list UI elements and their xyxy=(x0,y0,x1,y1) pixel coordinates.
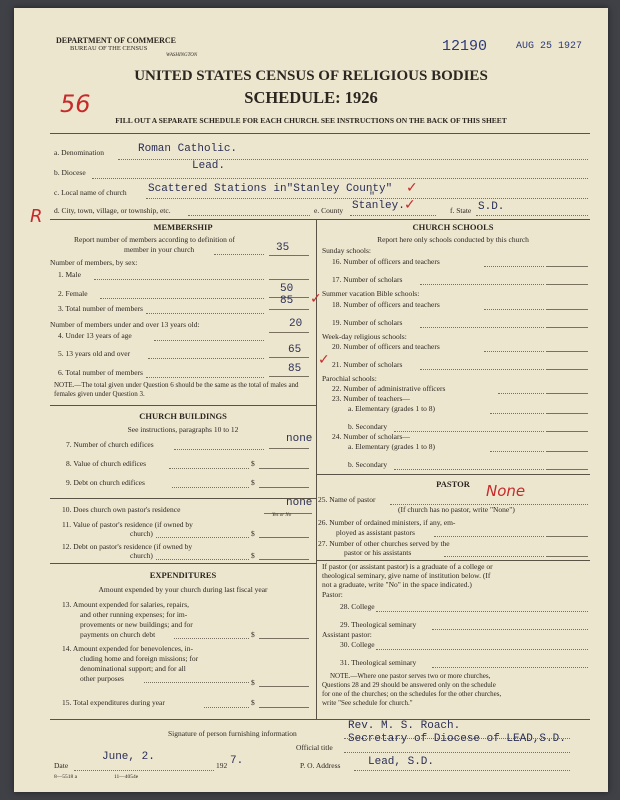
expenditures-subheading: Amount expended by your church during last fiscal year xyxy=(98,585,268,594)
section-top-rule xyxy=(50,219,590,220)
q24b-label: b. Secondary xyxy=(348,460,388,469)
q23a-label: a. Elementary (grades 1 to 8) xyxy=(348,404,436,413)
bureau-name: BUREAU OF THE CENSUS xyxy=(70,45,148,52)
q9-dollar-sign: $ xyxy=(251,478,255,487)
weekday-schools-label: Week-day religious schools: xyxy=(322,332,407,341)
q13-label: 13. Amount expended for salaries, repairs, xyxy=(62,600,190,609)
q27-label-2: pastor or his assistants xyxy=(344,548,412,557)
red-checkmark: ✓ xyxy=(404,197,416,213)
q20-label: 20. Number of officers and teachers xyxy=(332,342,440,351)
section-bottom-rule xyxy=(50,719,590,720)
handwritten-r-mark: R xyxy=(30,206,43,227)
graduate-instruction-2: theological seminary, give name of institution below. (If xyxy=(322,571,491,580)
q4-under-13-label: 4. Under 13 years of age xyxy=(58,331,132,340)
q22-label: 22. Number of administrative officers xyxy=(332,384,446,393)
year-prefix: 192 xyxy=(216,761,228,770)
church-name-label: c. Local name of church xyxy=(54,188,127,197)
q3-total-value: 85 xyxy=(280,295,294,307)
q1-male-label: 1. Male xyxy=(58,270,81,279)
city-label: d. City, town, village, or township, etc. xyxy=(54,206,171,215)
q12-label-2: church) xyxy=(130,551,153,560)
pastor-heading: PASTOR xyxy=(436,479,470,489)
buildings-heading: CHURCH BUILDINGS xyxy=(139,411,227,421)
q7-value: none xyxy=(286,433,313,445)
state-label: f. State xyxy=(450,206,472,215)
q12-dollar-sign: $ xyxy=(251,551,255,560)
date-value: June, 2. xyxy=(102,751,155,763)
q13-dollar-sign: $ xyxy=(251,630,255,639)
department-name: DEPARTMENT OF COMMERCE xyxy=(56,36,177,45)
q16-label: 16. Number of officers and teachers xyxy=(332,257,440,266)
diocese-label: b. Diocese xyxy=(54,168,86,177)
po-address-value: Lead, S.D. xyxy=(368,756,435,768)
q24a-label: a. Elementary (grades 1 to 8) xyxy=(348,442,436,451)
red-checkmark: ✓ xyxy=(318,352,330,368)
q23b-label: b. Secondary xyxy=(348,422,388,431)
q14-label-2: cluding home and foreign missions; for xyxy=(80,654,199,663)
q25-label: 25. Name of pastor xyxy=(318,495,376,504)
form-number: 8—5518 a xyxy=(54,774,78,780)
schools-subheading: Report here only schools conducted by this church xyxy=(377,235,529,244)
q6-total-value: 85 xyxy=(288,363,302,375)
membership-note: NOTE.—The total given under Question 6 should be the same as the total of males and females given under Question 3. xyxy=(54,381,299,398)
q25-hint: (If church has no pastor, write "None") xyxy=(398,505,515,514)
form-instruction: FILL OUT A SEPARATE SCHEDULE FOR EACH CHURCH. SEE INSTRUCTIONS ON THE BACK OF THIS SHEET xyxy=(115,116,507,125)
q11-label-2: church) xyxy=(130,529,153,538)
schedule-title: SCHEDULE: 1926 xyxy=(244,88,378,107)
handwritten-schedule-number: 56 xyxy=(60,90,91,118)
q6-total-label: 6. Total number of members xyxy=(58,368,143,377)
q7-label: 7. Number of church edifices xyxy=(66,440,154,449)
q13-label-4: payments on church debt xyxy=(80,630,156,639)
q10-label: 10. Does church own pastor's residence xyxy=(62,505,181,514)
members-by-age-label: Number of members under and over 13 years old: xyxy=(50,320,200,329)
census-schedule-sheet xyxy=(14,8,608,792)
q2-female-value: 50 xyxy=(280,283,294,295)
q15-label: 15. Total expenditures during year xyxy=(62,698,165,707)
city-ditto-mark: " xyxy=(369,192,376,203)
graduate-instruction-3: not a graduate, write "No" in the space indicated.) xyxy=(322,580,472,589)
q26-label-2: ployed as assistant pastors xyxy=(336,528,415,537)
q30-label: 30. College xyxy=(340,640,375,649)
q8-label: 8. Value of church edifices xyxy=(66,459,147,468)
sunday-schools-label: Sunday schools: xyxy=(322,246,371,255)
membership-heading: MEMBERSHIP xyxy=(153,222,213,232)
q12-label: 12. Debt on pastor's residence (if owned by xyxy=(62,542,193,551)
parochial-schools-label: Parochial schools: xyxy=(322,374,377,383)
form-number-2: 11—4054e xyxy=(114,774,139,780)
diocese-value: Lead. xyxy=(192,160,226,172)
membership-intro: Report number of members according to definition of xyxy=(74,235,235,244)
q8-dollar-sign: $ xyxy=(251,459,255,468)
pastor-education-label: Pastor: xyxy=(322,590,343,599)
q11-label: 11. Value of pastor's residence (if owned by xyxy=(62,520,193,529)
q14-dollar-sign: $ xyxy=(251,678,255,687)
q25-handwritten-value: None xyxy=(486,482,526,500)
q13-label-3: provements or new buildings; and for xyxy=(80,620,193,629)
q9-label: 9. Debt on church edifices xyxy=(66,478,145,487)
buildings-subheading: See instructions, paragraphs 10 to 12 xyxy=(127,425,239,434)
q28-label: 28. College xyxy=(340,602,375,611)
schools-heading: CHURCH SCHOOLS xyxy=(412,222,494,232)
receipt-stamp-number: 12190 xyxy=(442,38,488,55)
members-by-age-value: 20 xyxy=(289,318,303,330)
q13-label-2: and other running expenses; for im- xyxy=(80,610,188,619)
expenditures-heading: EXPENDITURES xyxy=(149,570,217,580)
q18-label: 18. Number of officers and teachers xyxy=(332,300,440,309)
pastor-note: NOTE.—Where one pastor serves two or more churches, xyxy=(330,672,491,680)
denomination-value: Roman Catholic. xyxy=(138,143,238,155)
pastor-note-3: for one of the churches; on the schedules for the other churches, xyxy=(322,690,502,698)
q5-over-13-value: 65 xyxy=(288,344,302,356)
red-checkmark: ✓ xyxy=(406,180,418,196)
q19-label: 19. Number of scholars xyxy=(332,318,403,327)
form-title: UNITED STATES CENSUS OF RELIGIOUS BODIES xyxy=(134,68,488,84)
graduate-instruction: If pastor (or assistant pastor) is a graduate of a college or xyxy=(322,562,493,571)
po-address-label: P. O. Address xyxy=(300,761,341,770)
q24-label: 24. Number of scholars— xyxy=(332,432,410,441)
bureau-city: WASHINGTON xyxy=(166,53,198,58)
q31-label: 31. Theological seminary xyxy=(340,658,417,667)
q23-label: 23. Number of teachers— xyxy=(332,394,410,403)
state-value: S.D. xyxy=(478,201,505,213)
q21-label: 21. Number of scholars xyxy=(332,360,403,369)
q14-label-3: denominational support; and for all xyxy=(80,664,186,673)
official-title-value: Secretary of Diocese of LEAD,S.D. xyxy=(348,733,566,745)
q3-total-label: 3. Total number of members xyxy=(58,304,143,313)
pastor-note-4: write "See schedule for church." xyxy=(322,699,413,707)
county-label: e. County xyxy=(314,206,344,215)
church-name-value: Scattered Stations in"Stanley County" xyxy=(148,183,393,195)
official-title-label: Official title xyxy=(296,743,333,752)
q29-label: 29. Theological seminary xyxy=(340,620,417,629)
date-label: Date xyxy=(54,761,69,770)
county-value: Stanley. xyxy=(352,200,405,212)
q14-label: 14. Amount expended for benevolences, in- xyxy=(62,644,194,653)
denomination-label: a. Denomination xyxy=(54,148,104,157)
year-digit-value: 7. xyxy=(230,755,244,767)
members-by-definition-value: 35 xyxy=(276,242,290,254)
receipt-stamp-date: AUG 25 1927 xyxy=(516,41,583,52)
membership-intro-2: member in your church xyxy=(124,245,195,254)
q10-value: none xyxy=(286,497,313,509)
q27-label: 27. Number of other churches served by the xyxy=(318,539,450,548)
q10-yes-no-hint: Yes or No xyxy=(272,513,292,518)
members-by-sex-label: Number of members, by sex: xyxy=(50,258,138,267)
q11-dollar-sign: $ xyxy=(251,529,255,538)
q15-dollar-sign: $ xyxy=(251,698,255,707)
q2-female-label: 2. Female xyxy=(58,289,88,298)
header-rule xyxy=(50,133,590,134)
assistant-education-label: Assistant pastor: xyxy=(322,630,372,639)
q14-label-4: other purposes xyxy=(80,674,124,683)
q26-label: 26. Number of ordained ministers, if any, em- xyxy=(318,518,456,527)
q5-over-13-label: 5. 13 years old and over xyxy=(58,349,131,358)
summer-schools-label: Summer vacation Bible schools: xyxy=(322,289,420,298)
q17-label: 17. Number of scholars xyxy=(332,275,403,284)
pastor-note-2: Questions 28 and 29 should be answered only on the schedule xyxy=(322,681,496,689)
red-checkmark: ✓ xyxy=(310,291,322,307)
signature-label: Signature of person furnishing information xyxy=(168,729,297,738)
signature-value: Rev. M. S. Roach. xyxy=(348,720,461,732)
